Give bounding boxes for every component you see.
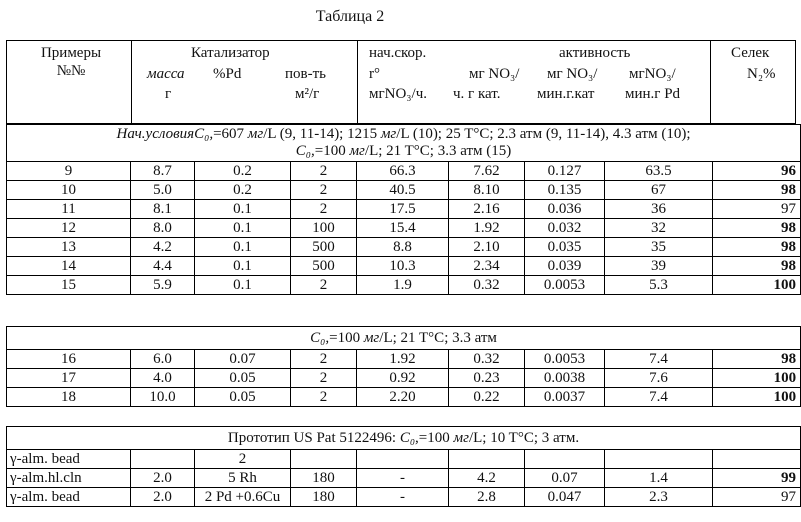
- conditions-cell: [7, 327, 801, 350]
- cell-example: 11: [7, 200, 131, 219]
- conditions-text: /L (10); 25 T°C; 2.3 атм (9, 11-14), 4.3 атм (10);: [396, 126, 691, 142]
- cell-act2: 0.0037: [525, 388, 605, 407]
- cell-pd: 0.07: [195, 350, 291, 369]
- conditions-row: [7, 427, 801, 450]
- cell-act1: 2.16: [449, 200, 525, 219]
- cell-pd: 0.1: [195, 200, 291, 219]
- cell-act2: [525, 450, 605, 469]
- table-row: [7, 488, 801, 507]
- header-act3: мгNO₃/: [629, 66, 676, 82]
- cell-example: 13: [7, 238, 131, 257]
- table-header: [6, 40, 796, 124]
- conditions-value: =607: [213, 126, 245, 142]
- cell-act1: 0.22: [449, 388, 525, 407]
- cell-surface: 100: [291, 219, 357, 238]
- cell-pd: 0.1: [195, 276, 291, 295]
- header-numbers: №№: [56, 63, 86, 79]
- data-table-block-2: [6, 326, 801, 407]
- cell-act1: 1.92: [449, 219, 525, 238]
- cell-mass: 8.1: [131, 200, 195, 219]
- cell-selectivity: [713, 450, 801, 469]
- table-row: [7, 219, 801, 238]
- table-row: [7, 450, 801, 469]
- conditions-value: =100: [314, 143, 346, 159]
- cell-initial-rate: 10.3: [357, 257, 449, 276]
- cell-surface: 500: [291, 238, 357, 257]
- cell-act1: [449, 450, 525, 469]
- cell-act2: 0.047: [525, 488, 605, 507]
- cell-selectivity: 99: [713, 469, 801, 488]
- header-catalyst: Катализатор: [191, 45, 270, 61]
- cell-act1: 2.34: [449, 257, 525, 276]
- cell-selectivity: 97: [713, 488, 801, 507]
- conditions-label: Нач.условия: [116, 126, 195, 142]
- conditions-unit: мг: [380, 126, 397, 142]
- cell-selectivity: 100: [713, 369, 801, 388]
- cell-example: 16: [7, 350, 131, 369]
- cell-act2: 0.0038: [525, 369, 605, 388]
- conditions-unit: мг: [453, 429, 469, 446]
- conditions-text: /L; 21 T°C; 3.3 атм: [379, 329, 497, 346]
- cell-act1: 4.2: [449, 469, 525, 488]
- cell-initial-rate: 1.92: [357, 350, 449, 369]
- header-pd: %Pd: [213, 66, 242, 82]
- cell-surface: 180: [291, 469, 357, 488]
- conditions-value: =100: [329, 329, 361, 346]
- header-selectivity-unit: N₂%: [747, 66, 776, 82]
- cell-pd: 0.1: [195, 257, 291, 276]
- conditions-text: /L; 10 T°C; 3 атм.: [468, 429, 580, 446]
- cell-act3: 36: [605, 200, 713, 219]
- cell-selectivity: 98: [713, 257, 801, 276]
- conditions-c0: C₀,: [194, 126, 214, 142]
- conditions-row: [7, 125, 801, 162]
- header-mass-unit: г: [165, 86, 172, 102]
- cell-example: 12: [7, 219, 131, 238]
- cell-example: 15: [7, 276, 131, 295]
- header-act2-unit: мин.г.кат: [537, 86, 595, 102]
- cell-selectivity: 98: [713, 238, 801, 257]
- cell-initial-rate: 8.8: [357, 238, 449, 257]
- cell-pd: 2 Pd +0.6Cu: [195, 488, 291, 507]
- data-table-block-3: [6, 426, 801, 507]
- conditions-cell: [7, 125, 801, 162]
- cell-act1: 8.10: [449, 181, 525, 200]
- cell-mass: 2.0: [131, 488, 195, 507]
- conditions-row: [7, 327, 801, 350]
- cell-example: 17: [7, 369, 131, 388]
- cell-act2: 0.0053: [525, 350, 605, 369]
- cell-mass: 4.4: [131, 257, 195, 276]
- header-act3-unit: мин.г Pd: [625, 86, 681, 102]
- table-row: [7, 181, 801, 200]
- cell-initial-rate: 1.9: [357, 276, 449, 295]
- cell-surface: 180: [291, 488, 357, 507]
- cell-act2: 0.127: [525, 162, 605, 181]
- cell-example: 18: [7, 388, 131, 407]
- cell-pd: 5 Rh: [195, 469, 291, 488]
- cell-act1: 7.62: [449, 162, 525, 181]
- cell-act3: [605, 450, 713, 469]
- cell-initial-rate: 40.5: [357, 181, 449, 200]
- conditions-unit: мг: [349, 143, 365, 159]
- header-selectivity: Селек: [731, 45, 770, 61]
- column-divider: [131, 41, 132, 123]
- cell-selectivity: 98: [713, 181, 801, 200]
- cell-act3: 63.5: [605, 162, 713, 181]
- cell-act3: 67: [605, 181, 713, 200]
- cell-surface: 2: [291, 162, 357, 181]
- cell-act2: 0.036: [525, 200, 605, 219]
- header-surface-unit: м²/г: [295, 86, 320, 102]
- cell-act1: 0.32: [449, 276, 525, 295]
- cell-act2: 0.135: [525, 181, 605, 200]
- conditions-unit: мг: [247, 126, 264, 142]
- table-row: [7, 369, 801, 388]
- cell-act2: 0.039: [525, 257, 605, 276]
- conditions-c0: C₀,: [399, 429, 419, 446]
- cell-act3: 2.3: [605, 488, 713, 507]
- conditions-text: /L (9, 11-14); 1215: [263, 126, 378, 142]
- conditions-text: /L; 21 T°C; 3.3 атм (15): [364, 143, 512, 159]
- cell-selectivity: 100: [713, 276, 801, 295]
- cell-act3: 35: [605, 238, 713, 257]
- cell-mass: 2.0: [131, 469, 195, 488]
- cell-pd: 0.05: [195, 388, 291, 407]
- cell-act3: 1.4: [605, 469, 713, 488]
- header-act1: мг NO₃/: [469, 66, 520, 82]
- cell-act3: 5.3: [605, 276, 713, 295]
- cell-surface: 2: [291, 350, 357, 369]
- table-row: [7, 200, 801, 219]
- cell-surface: 2: [291, 388, 357, 407]
- cell-initial-rate: -: [357, 488, 449, 507]
- cell-mass: 6.0: [131, 350, 195, 369]
- header-act2: мг NO₃/: [547, 66, 598, 82]
- cell-act1: 0.23: [449, 369, 525, 388]
- cell-initial-rate: [357, 450, 449, 469]
- cell-mass: 5.9: [131, 276, 195, 295]
- cell-act3: 7.6: [605, 369, 713, 388]
- cell-surface: 2: [291, 369, 357, 388]
- cell-surface: 500: [291, 257, 357, 276]
- cell-pd: 0.05: [195, 369, 291, 388]
- conditions-c0: C₀,: [310, 329, 330, 346]
- cell-example: γ-alm.hl.cln: [7, 469, 131, 488]
- cell-initial-rate: 2.20: [357, 388, 449, 407]
- header-act1-unit: ч. г кат.: [453, 86, 501, 102]
- conditions-value: =100: [418, 429, 450, 446]
- cell-example: γ-alm. bead: [7, 488, 131, 507]
- cell-example: 9: [7, 162, 131, 181]
- header-surface: пов-ть: [285, 66, 327, 82]
- cell-mass: 5.0: [131, 181, 195, 200]
- table-row: [7, 238, 801, 257]
- cell-surface: [291, 450, 357, 469]
- table-row: [7, 276, 801, 295]
- cell-selectivity: 96: [713, 162, 801, 181]
- cell-pd: 0.2: [195, 181, 291, 200]
- conditions-c0: C₀,: [295, 143, 315, 159]
- conditions-unit: мг: [363, 329, 380, 346]
- data-table-block-1: [6, 124, 801, 295]
- cell-example: γ-alm. bead: [7, 450, 131, 469]
- cell-example: 10: [7, 181, 131, 200]
- cell-mass: [131, 450, 195, 469]
- cell-mass: 8.0: [131, 219, 195, 238]
- column-divider: [710, 41, 711, 123]
- table-row: [7, 257, 801, 276]
- cell-selectivity: 98: [713, 219, 801, 238]
- table-row: [7, 469, 801, 488]
- header-initial-rate-symbol: r°: [369, 66, 380, 82]
- cell-pd: 0.2: [195, 162, 291, 181]
- header-examples: Примеры: [40, 45, 102, 61]
- cell-mass: 8.7: [131, 162, 195, 181]
- cell-initial-rate: 15.4: [357, 219, 449, 238]
- cell-act1: 0.32: [449, 350, 525, 369]
- cell-act3: 7.4: [605, 388, 713, 407]
- cell-selectivity: 98: [713, 350, 801, 369]
- cell-act2: 0.0053: [525, 276, 605, 295]
- cell-act1: 2.10: [449, 238, 525, 257]
- cell-example: 14: [7, 257, 131, 276]
- table-row: [7, 350, 801, 369]
- cell-act2: 0.035: [525, 238, 605, 257]
- cell-pd: 0.1: [195, 219, 291, 238]
- cell-mass: 4.2: [131, 238, 195, 257]
- cell-surface: 2: [291, 181, 357, 200]
- cell-initial-rate: -: [357, 469, 449, 488]
- cell-selectivity: 97: [713, 200, 801, 219]
- column-divider: [357, 41, 358, 123]
- conditions-label: Прототип US Pat 5122496:: [227, 429, 397, 446]
- cell-mass: 10.0: [131, 388, 195, 407]
- cell-initial-rate: 0.92: [357, 369, 449, 388]
- cell-act2: 0.032: [525, 219, 605, 238]
- cell-pd: 2: [195, 450, 291, 469]
- header-mass: масса: [147, 66, 185, 82]
- cell-act2: 0.07: [525, 469, 605, 488]
- cell-act3: 39: [605, 257, 713, 276]
- cell-surface: 2: [291, 200, 357, 219]
- cell-selectivity: 100: [713, 388, 801, 407]
- cell-act1: 2.8: [449, 488, 525, 507]
- cell-pd: 0.1: [195, 238, 291, 257]
- cell-act3: 32: [605, 219, 713, 238]
- conditions-cell: [7, 427, 801, 450]
- cell-surface: 2: [291, 276, 357, 295]
- header-activity: активность: [559, 45, 631, 61]
- table-row: [7, 388, 801, 407]
- cell-mass: 4.0: [131, 369, 195, 388]
- table-caption: Таблица 2: [315, 8, 385, 25]
- header-initial-rate-unit: мгNO₃/ч.: [369, 86, 428, 102]
- table-row: [7, 162, 801, 181]
- cell-initial-rate: 66.3: [357, 162, 449, 181]
- header-initial-rate: нач.скор.: [369, 45, 427, 61]
- cell-act3: 7.4: [605, 350, 713, 369]
- cell-initial-rate: 17.5: [357, 200, 449, 219]
